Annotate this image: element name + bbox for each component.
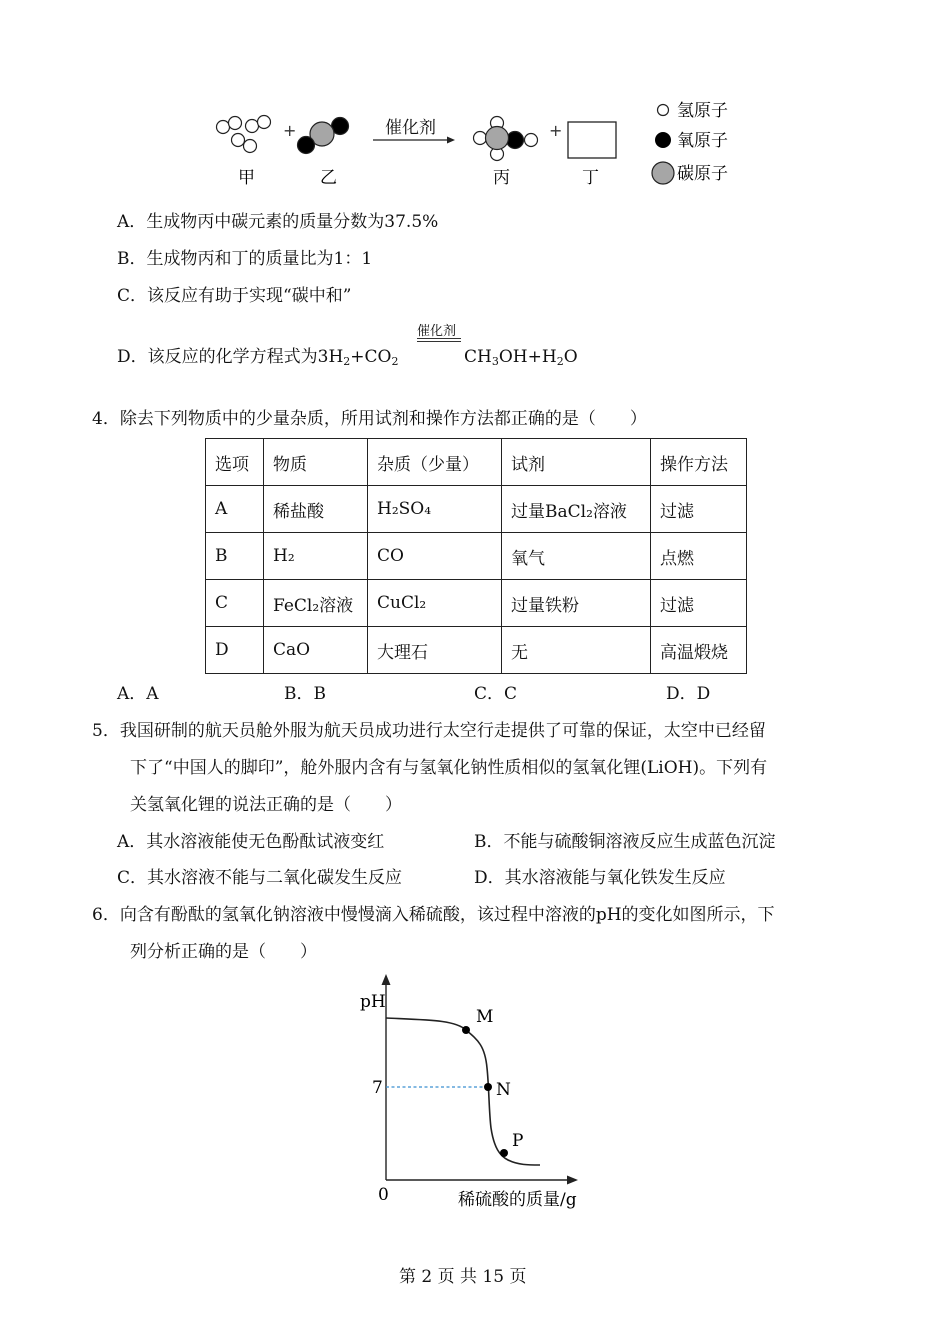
- q5-option-d: D．其水溶液能与氧化铁发生反应: [474, 868, 726, 888]
- page-footer: 第 2 页 共 15 页: [399, 1267, 527, 1287]
- y-axis-label: pH: [360, 992, 386, 1012]
- plus-2: +: [549, 121, 563, 140]
- table-row: [206, 627, 747, 674]
- q3-option-d: D．该反应的化学方程式为$3H_2+CO_2$: [117, 347, 399, 368]
- x-axis-label: 稀硫酸的质量/g: [458, 1190, 577, 1210]
- legend-oxygen: 氧原子: [677, 131, 728, 151]
- header-cell: 选项: [206, 439, 264, 486]
- q5-stem-line-1: 5．我国研制的航天员舱外服为航天员成功进行太空行走提供了可靠的保证，太空中已经留: [92, 721, 766, 741]
- legend-carbon: 碳原子: [677, 164, 728, 184]
- equation-bar-bottom: [417, 341, 461, 342]
- table-cell: C: [206, 580, 264, 627]
- header-cell: 物质: [264, 439, 368, 486]
- name-yi: 乙: [320, 168, 337, 188]
- q4-stem: 4．除去下列物质中的少量杂质，所用试剂和操作方法都正确的是（ ）: [92, 409, 647, 429]
- equation-bar-top: [417, 338, 461, 339]
- table-cell: CaO: [264, 627, 368, 674]
- table-cell: 高温煅烧: [651, 627, 747, 674]
- table-cell: FeCl₂溶液: [264, 580, 368, 627]
- label-m: M: [476, 1007, 494, 1027]
- x-axis-arrow-icon: [567, 1176, 578, 1185]
- table-cell: 稀盐酸: [264, 486, 368, 533]
- hydrogen-symbol-icon: [658, 105, 669, 116]
- q6-stem-line-2: 列分析正确的是（ ）: [130, 942, 317, 962]
- legend-hydrogen: 氢原子: [677, 101, 728, 121]
- q5-option-b: B．不能与硫酸铜溶液反应生成蓝色沉淀: [474, 832, 776, 852]
- carbon-symbol-icon: [652, 162, 674, 184]
- header-cell: 试剂: [502, 439, 651, 486]
- table-cell: 大理石: [368, 627, 502, 674]
- q4-answer-a: A．A: [117, 684, 159, 704]
- header-cell: 杂质（少量）: [368, 439, 502, 486]
- legend: [652, 101, 728, 184]
- point-n: [484, 1083, 492, 1091]
- table-row: [206, 533, 747, 580]
- molecule-jia: [217, 116, 271, 153]
- oxygen-symbol-icon: [655, 132, 671, 148]
- table-header-row: [206, 439, 747, 486]
- q5-stem-line-3: 关氢氧化锂的说法正确的是（ ）: [130, 795, 402, 815]
- reaction-diagram: [205, 90, 765, 200]
- table-cell: 点燃: [651, 533, 747, 580]
- name-bing: 丙: [493, 168, 510, 188]
- table-cell: 氧气: [502, 533, 651, 580]
- point-m: [462, 1026, 470, 1034]
- point-p: [500, 1149, 508, 1157]
- catalyst-label: 催化剂: [417, 324, 457, 339]
- table-cell: 无: [502, 627, 651, 674]
- header-cell: 操作方法: [651, 439, 747, 486]
- arrow-label: 催化剂: [385, 118, 436, 138]
- q4-answer-b: B．B: [284, 684, 326, 704]
- table-cell: CuCl₂: [368, 580, 502, 627]
- q3-option-a: A．生成物丙中碳元素的质量分数为37.5%: [117, 212, 439, 232]
- molecule-bing: [474, 117, 538, 161]
- q4-answer-c: C．C: [474, 684, 518, 704]
- q6-stem-line-1: 6．向含有酚酞的氢氧化钠溶液中慢慢滴入稀硫酸，该过程中溶液的pH的变化如图所示，下: [92, 905, 775, 925]
- table-row: [206, 486, 747, 533]
- q4-answer-d: D．D: [666, 684, 711, 704]
- y-tick-7: 7: [372, 1078, 383, 1098]
- table-cell: B: [206, 533, 264, 580]
- molecule-yi: [298, 118, 349, 154]
- equation-products: $CH_3OH+H_2O$: [464, 347, 578, 368]
- q4-table: [205, 438, 747, 674]
- table-cell: H₂: [264, 533, 368, 580]
- q5-option-c: C．其水溶液不能与二氧化碳发生反应: [117, 868, 403, 888]
- table-cell: 过滤: [651, 580, 747, 627]
- q5-option-a: A．其水溶液能使无色酚酞试液变红: [117, 832, 385, 852]
- table-row: [206, 580, 747, 627]
- table-cell: 过量铁粉: [502, 580, 651, 627]
- table-cell: D: [206, 627, 264, 674]
- table-cell: H₂SO₄: [368, 486, 502, 533]
- table-cell: A: [206, 486, 264, 533]
- label-n: N: [496, 1080, 511, 1100]
- y-axis-arrow-icon: [382, 974, 391, 985]
- q5-stem-line-2: 下了“中国人的脚印”，舱外服内含有与氢氧化钠性质相似的氢氧化锂(LiOH)。下列有: [130, 758, 768, 778]
- plus-1: +: [283, 121, 297, 140]
- q3-option-c: C．该反应有助于实现“碳中和”: [117, 286, 352, 306]
- ph-chart: [350, 968, 610, 1218]
- origin-label: 0: [378, 1185, 389, 1205]
- table-cell: CO: [368, 533, 502, 580]
- q3-option-b: B．生成物丙和丁的质量比为1：1: [117, 249, 373, 269]
- name-jia: 甲: [238, 168, 255, 188]
- label-p: P: [512, 1131, 524, 1151]
- name-ding: 丁: [582, 168, 599, 188]
- table-cell: 过量BaCl₂溶液: [502, 486, 651, 533]
- molecule-ding-box: [568, 122, 616, 158]
- table-cell: 过滤: [651, 486, 747, 533]
